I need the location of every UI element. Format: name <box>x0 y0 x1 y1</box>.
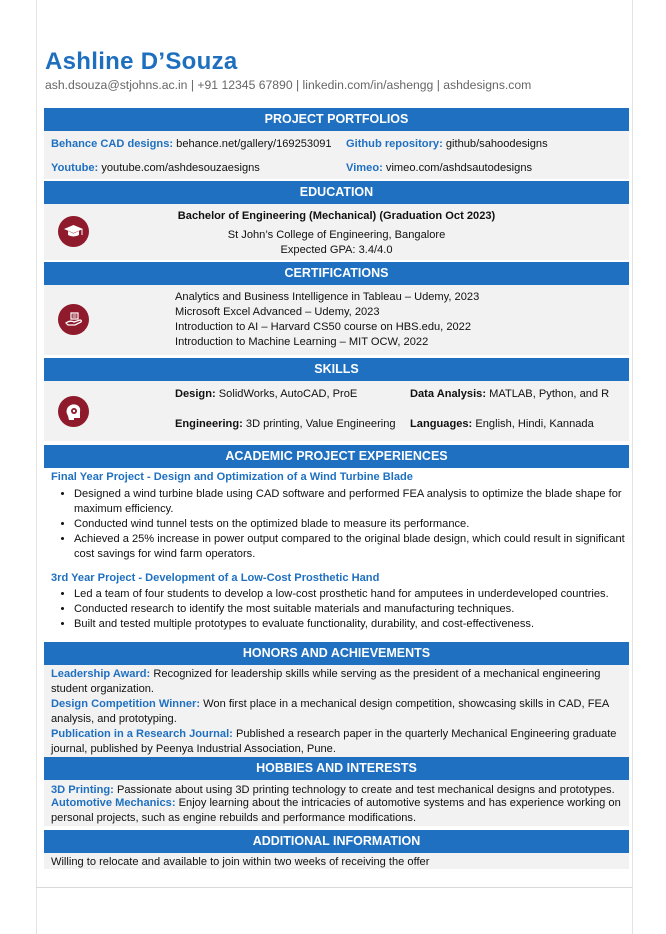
section-header-portfolios: PROJECT PORTFOLIOS <box>44 108 629 131</box>
project-title: 3rd Year Project - Development of a Low-Cost Prosthetic Hand <box>51 572 380 584</box>
portfolio-github[interactable]: Github repository: github/sahoodesigns <box>346 138 548 150</box>
bullet-item: • Achieved a 25% increase in power output compared to the original blade design, which could result in significant cost savings for wind farm operators. <box>74 532 634 562</box>
certification-item: Introduction to Machine Learning – MIT OCW, 2022 <box>175 336 429 348</box>
skill-languages: Languages: English, Hindi, Kannada <box>410 418 594 430</box>
section-header-honors: HONORS AND ACHIEVEMENTS <box>44 642 629 665</box>
portfolio-vimeo[interactable]: Vimeo: vimeo.com/ashdsautodesigns <box>346 162 533 174</box>
portfolios-panel <box>44 131 629 179</box>
certification-item: Analytics and Business Intelligence in Tableau – Udemy, 2023 <box>175 291 480 303</box>
honor-leadership: Leadership Award: Recognized for leadership skills while serving as the president of a mechanical engineering student organization. <box>51 668 601 695</box>
section-header-additional: ADDITIONAL INFORMATION <box>44 830 629 853</box>
certificate-hand-icon <box>58 304 89 335</box>
education-gpa: Expected GPA: 3.4/4.0 <box>280 244 393 256</box>
honor-design-competition: Design Competition Winner: Won first place in a mechanical design competition, showcasing skills in CAD, FEA analysis, and prototyping. <box>51 698 609 725</box>
education-school: St John’s College of Engineering, Bangalore <box>227 229 446 241</box>
section-header-education: EDUCATION <box>44 181 629 204</box>
section-header-hobbies: HOBBIES AND INTERESTS <box>44 757 629 780</box>
skill-engineering: Engineering: 3D printing, Value Engineering <box>175 418 396 430</box>
section-header-skills: SKILLS <box>44 358 629 381</box>
education-degree: Bachelor of Engineering (Mechanical) (Graduation Oct 2023) <box>177 210 496 222</box>
bullet-item: • Built and tested multiple prototypes to evaluate functionality, durability, and cost-effectiveness. <box>74 617 634 632</box>
skill-design: Design: SolidWorks, AutoCAD, ProE <box>175 388 358 400</box>
additional-panel <box>44 853 629 869</box>
resume-page <box>36 0 632 888</box>
hobby-3d-printing: 3D Printing: Passionate about using 3D printing technology to create and test mechanical designs and prototypes. <box>51 784 615 796</box>
brain-gear-icon <box>58 396 89 427</box>
skill-data-analysis: Data Analysis: MATLAB, Python, and R <box>410 388 610 400</box>
certifications-panel <box>44 285 629 355</box>
bullet-item: • Conducted research to identify the most suitable materials and manufacturing techniques. <box>74 602 634 617</box>
honor-publication: Publication in a Research Journal: Published a research paper in the quarterly Mechanical Engineering graduate journal, published by Peenya Industrial Association, Pune. <box>51 728 617 755</box>
portfolio-behance[interactable]: Behance CAD designs: behance.net/gallery/169253091 <box>51 138 332 150</box>
section-header-academic: ACADEMIC PROJECT EXPERIENCES <box>44 445 629 468</box>
project-bullets <box>60 487 634 562</box>
bullet-item: • Designed a wind turbine blade using CAD software and performed FEA analysis to optimize the blade shape for maximum efficiency. <box>74 487 634 517</box>
additional-text: Willing to relocate and available to join within two weeks of receiving the offer <box>51 856 430 868</box>
project-bullets <box>60 587 634 632</box>
hobbies-panel <box>44 780 629 826</box>
certification-item: Introduction to AI – Harvard CS50 course on HBS.edu, 2022 <box>175 321 472 333</box>
education-panel <box>44 204 629 260</box>
portfolio-youtube[interactable]: Youtube: youtube.com/ashdesouzaesigns <box>51 162 260 174</box>
bullet-item: • Conducted wind tunnel tests on the optimized blade to measure its performance. <box>74 517 634 532</box>
honors-panel <box>44 665 629 757</box>
skills-panel <box>44 381 629 441</box>
project-title: Final Year Project - Design and Optimization of a Wind Turbine Blade <box>51 471 413 483</box>
hobby-automotive: Automotive Mechanics: Enjoy learning about the intricacies of automotive systems and has experience working on personal projects, such as engine rebuilds and performance modifications. <box>51 797 621 824</box>
page-right-border <box>632 0 633 934</box>
candidate-name: Ashline D’Souza <box>45 48 238 75</box>
contact-line: ash.dsouza@stjohns.ac.in | +91 12345 67890 | linkedin.com/in/ashengg | ashdesigns.com <box>45 78 532 92</box>
certification-item: Microsoft Excel Advanced – Udemy, 2023 <box>175 306 380 318</box>
section-header-certifications: CERTIFICATIONS <box>44 262 629 285</box>
bullet-item: • Led a team of four students to develop a low-cost prosthetic hand for amputees in underdeveloped countries. <box>74 587 634 602</box>
